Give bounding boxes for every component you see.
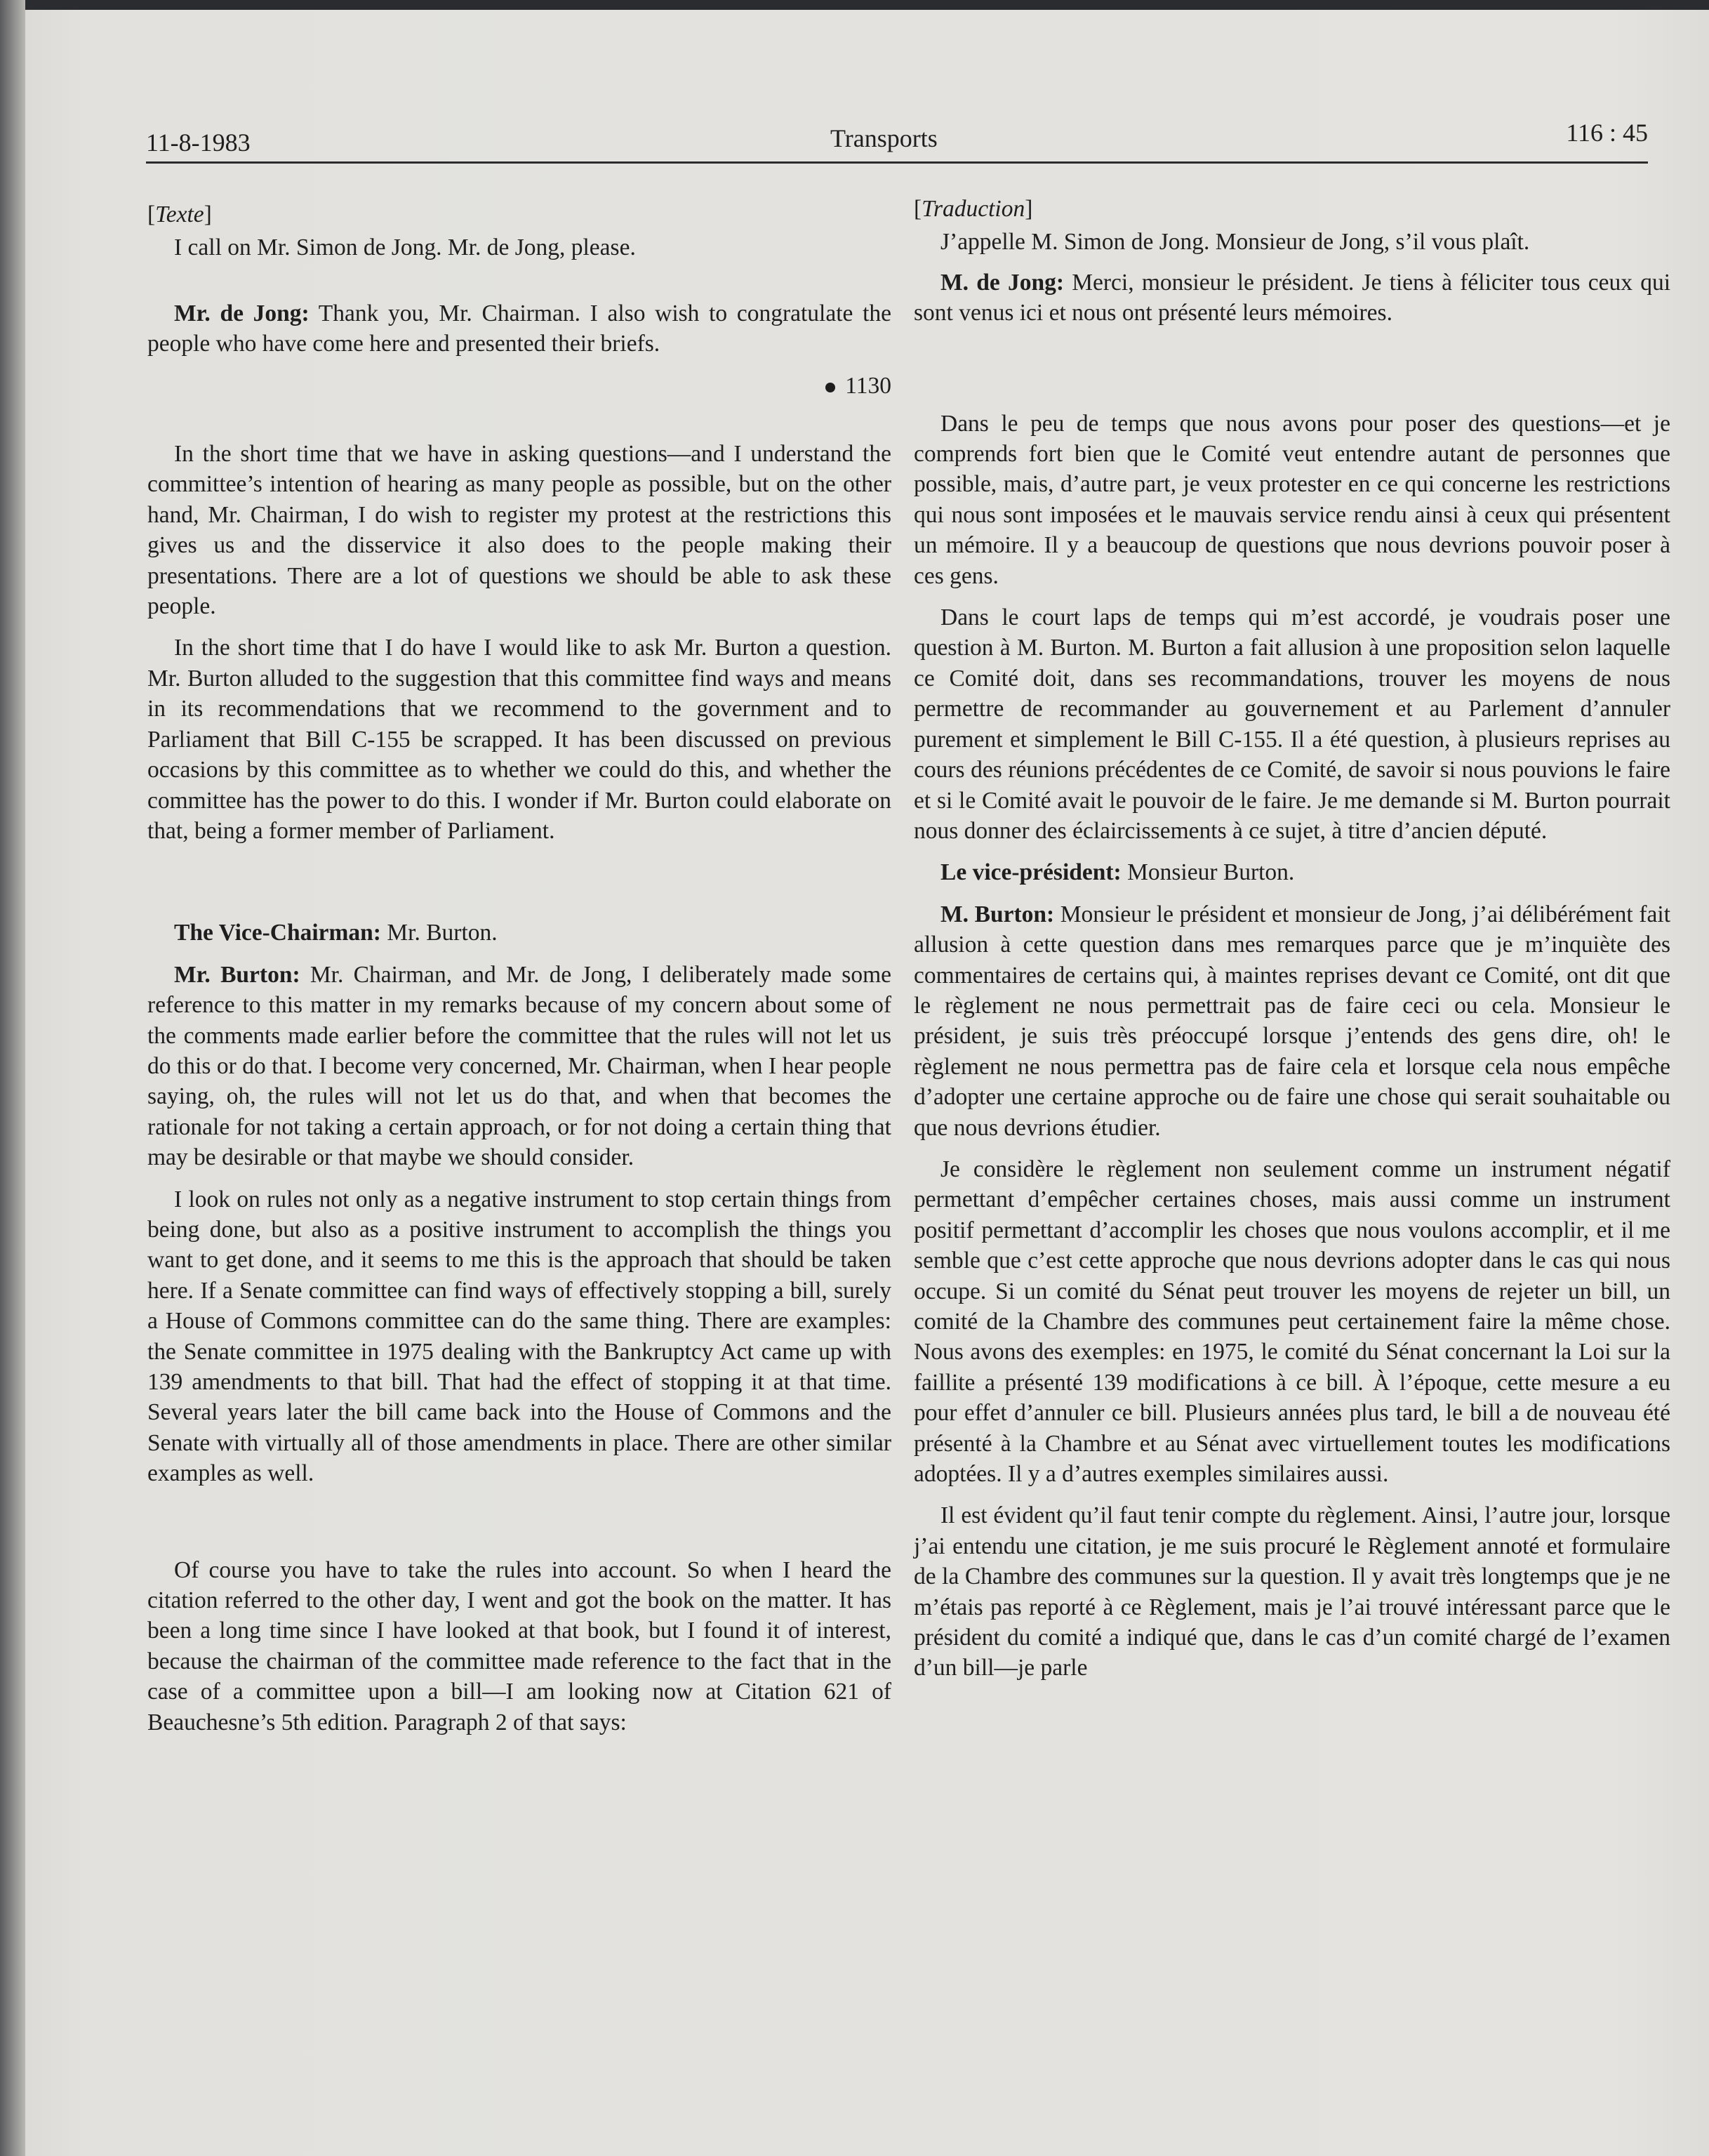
header-rule xyxy=(146,161,1648,164)
scan-top-shadow xyxy=(0,0,1709,10)
paragraph: Il est évident qu’il faut tenir compte du règlement. Ainsi, l’autre jour, lorsque j’ai entendu une citation, je me suis procuré le Règlement annoté et formulaire de la Chambre des communes sur la question. Il y avait très longtemps que je ne m’étais pas reporté à ce Règlement, mais je l’ai trouvé intéressant parce que le président du comité a indiqué que, dans le cas d’un comité chargé de l’examen d’un bill—je parle xyxy=(914,1502,1670,1681)
bullet-dot-icon xyxy=(825,383,835,392)
paragraph: I look on rules not only as a negative instrument to stop certain things from being done, but also as a positive instrument to accomplish the things you want to get done, and it seems to me this is the approach that should be taken here. If a Senate committee can find ways of effectively stopping a bill, surely a House of Commons committee can do the same thing. There are examples: the Senate committee in 1975 dealing with the Bankruptcy Act came up with 139 amendments to that bill. That had the effect of stopping it at that time. Several years later the bill came back into the House of Commons and the Senate with virtually all of those amendments in place. There are other similar examples as well. xyxy=(147,1186,891,1487)
paragraph: J’appelle M. Simon de Jong. Monsieur de Jong, s’il vous plaît. xyxy=(940,229,1530,256)
time-marker: 1130 xyxy=(147,371,891,401)
language-tag: [Traduction] xyxy=(914,196,1033,222)
speech-vice-chairman: The Vice-Chairman: Mr. Burton. xyxy=(174,920,498,946)
header-page-number: 116 : 45 xyxy=(1566,119,1648,147)
paragraph: Dans le court laps de temps qui m’est accordé, je voudrais poser une question à M. Burton. M. Burton a fait allusion à une proposition selon laquelle ce Comité doit, dans ses recommandations, trouver les moyens de nous permettre de recommander au gouvernement et au Parlement d’annuler purement et simplement le Bill C-155. Il a été question, à plusieurs reprises au cours des réunions précédentes de ce Comité, de savoir si nous pouvions le faire et si le Comité avait le pouvoir de le faire. Je me demande si M. Burton pourrait nous donner des éclaircissements à ce sujet, à titre d’ancien député. xyxy=(914,604,1670,844)
paragraph: Of course you have to take the rules into account. So when I heard the citation referred to the other day, I went and got the book on the matter. It has been a long time since I have looked at that book, but I found it of interest, because the chairman of the committee made reference to the fact that in the case of a committee upon a bill—I am looking now at Citation 621 of Beauchesne’s 5th edition. Paragraph 2 of that says: xyxy=(147,1556,891,1735)
paragraph: I call on Mr. Simon de Jong. Mr. de Jong, please. xyxy=(174,234,636,261)
book-spine-shadow xyxy=(0,0,25,2156)
paragraph: Je considère le règlement non seulement comme un instrument négatif permettant d’empêcher certaines choses, mais aussi comme un instrument positif permettant d’accomplir les choses que nous voulons accomplir, et il me semble que c’est cette approche que nous devrions adopter dans le cas qui nous occupe. Si un comité du Sénat peut trouver les moyens de rejeter un bill, un comité de la Chambre des communes peut certainement faire la même chose. Nous avons des exemples: en 1975, le comité du Sénat concernant la Loi sur la faillite a présenté 139 modifications à ce bill. À l’époque, cette mesure a eu pour effet d’annuler ce bill. Plusieurs années plus tard, le bill a de nouveau été présenté à la Chambre et au Sénat avec virtuellement toutes les modifications adoptées. Il y a d’autres exemples similaires aussi. xyxy=(914,1156,1670,1488)
speaker-label: The Vice-Chairman: xyxy=(174,920,381,946)
speaker-label: Le vice-président: xyxy=(940,859,1122,886)
speaker-label: M. Burton: xyxy=(940,901,1055,927)
speech-de-jong: Mr. de Jong: Thank you, Mr. Chairman. I also wish to congratulate the people who have come here and presented their briefs. xyxy=(147,300,891,357)
paragraph: In the short time that I do have I would like to ask Mr. Burton a question. Mr. Burton alluded to the suggestion that this committee find ways and means in its recommendations that we recommend to the government and to Parliament that Bill C-155 be scrapped. It has been discussed on previous occasions by this committee as to whether we could do this, and whether the committee has the power to do this. I wonder if Mr. Burton could elaborate on that, being a former member of Parliament. xyxy=(147,635,891,844)
speech-burton: Mr. Burton: Mr. Chairman, and Mr. de Jong, I deliberately made some reference to this matter in my remarks because of my concern about some of the comments made earlier before the committee that the rules will not let us do this or do that. I become very concerned, Mr. Chairman, when I hear people saying, oh, the rules will not let us do that, and when that becomes the rationale for not taking a certain approach, or for not doing a certain thing that may be desirable or that maybe we should consider. xyxy=(147,961,891,1171)
french-column xyxy=(914,194,1670,1684)
english-column xyxy=(147,199,891,1738)
header-title: Transports xyxy=(830,124,938,152)
speaker-label: Mr. de Jong: xyxy=(174,300,310,326)
paragraph: In the short time that we have in asking questions—and I understand the committee’s intention of hearing as many people as possible, but on the other hand, Mr. Chairman, I do wish to register my protest at the restrictions this gives us and the disservice it also does to the people making their presentations. There are a lot of questions we should be able to ask these people. xyxy=(147,441,891,620)
language-tag: [Texte] xyxy=(147,201,212,227)
header-date: 11-8-1983 xyxy=(146,128,251,157)
speech-burton: M. Burton: Monsieur le président et monsieur de Jong, j’ai délibérément fait allusion à cette question dans mes remarques parce que je m’inquiète des commentaires de certains qui, à maintes reprises devant ce Comité, ont dit que le règlement ne nous permettrait pas de faire ceci ou cela. Monsieur le président, je suis très préoccupé lorsque j’entends des gens dire, oh! le règlement ne nous permettra pas de faire cela et lorsque cela nous empêche d’adopter une certaine approche ou de faire une chose qui serait souhaitable ou que nous devrions étudier. xyxy=(914,901,1670,1141)
speaker-label: M. de Jong: xyxy=(940,269,1064,296)
speech-de-jong: M. de Jong: Merci, monsieur le président. Je tiens à féliciter tous ceux qui sont venus ici et nous ont présenté leurs mémoires. xyxy=(914,269,1671,326)
speech-vice-president: Le vice-président: Monsieur Burton. xyxy=(940,859,1295,886)
paragraph: Dans le peu de temps que nous avons pour poser des questions—et je comprends fort bien que le Comité veut entendre autant de personnes que possible, mais, d’autre part, je veux protester en ce qui concerne les restrictions qui nous sont imposées et le mauvais service rendu ainsi à ceux qui présentent un mémoire. Il y a beaucoup de questions que nous devrions pouvoir poser à ces gens. xyxy=(914,410,1670,589)
speaker-label: Mr. Burton: xyxy=(174,961,300,988)
page-header xyxy=(146,118,1648,160)
